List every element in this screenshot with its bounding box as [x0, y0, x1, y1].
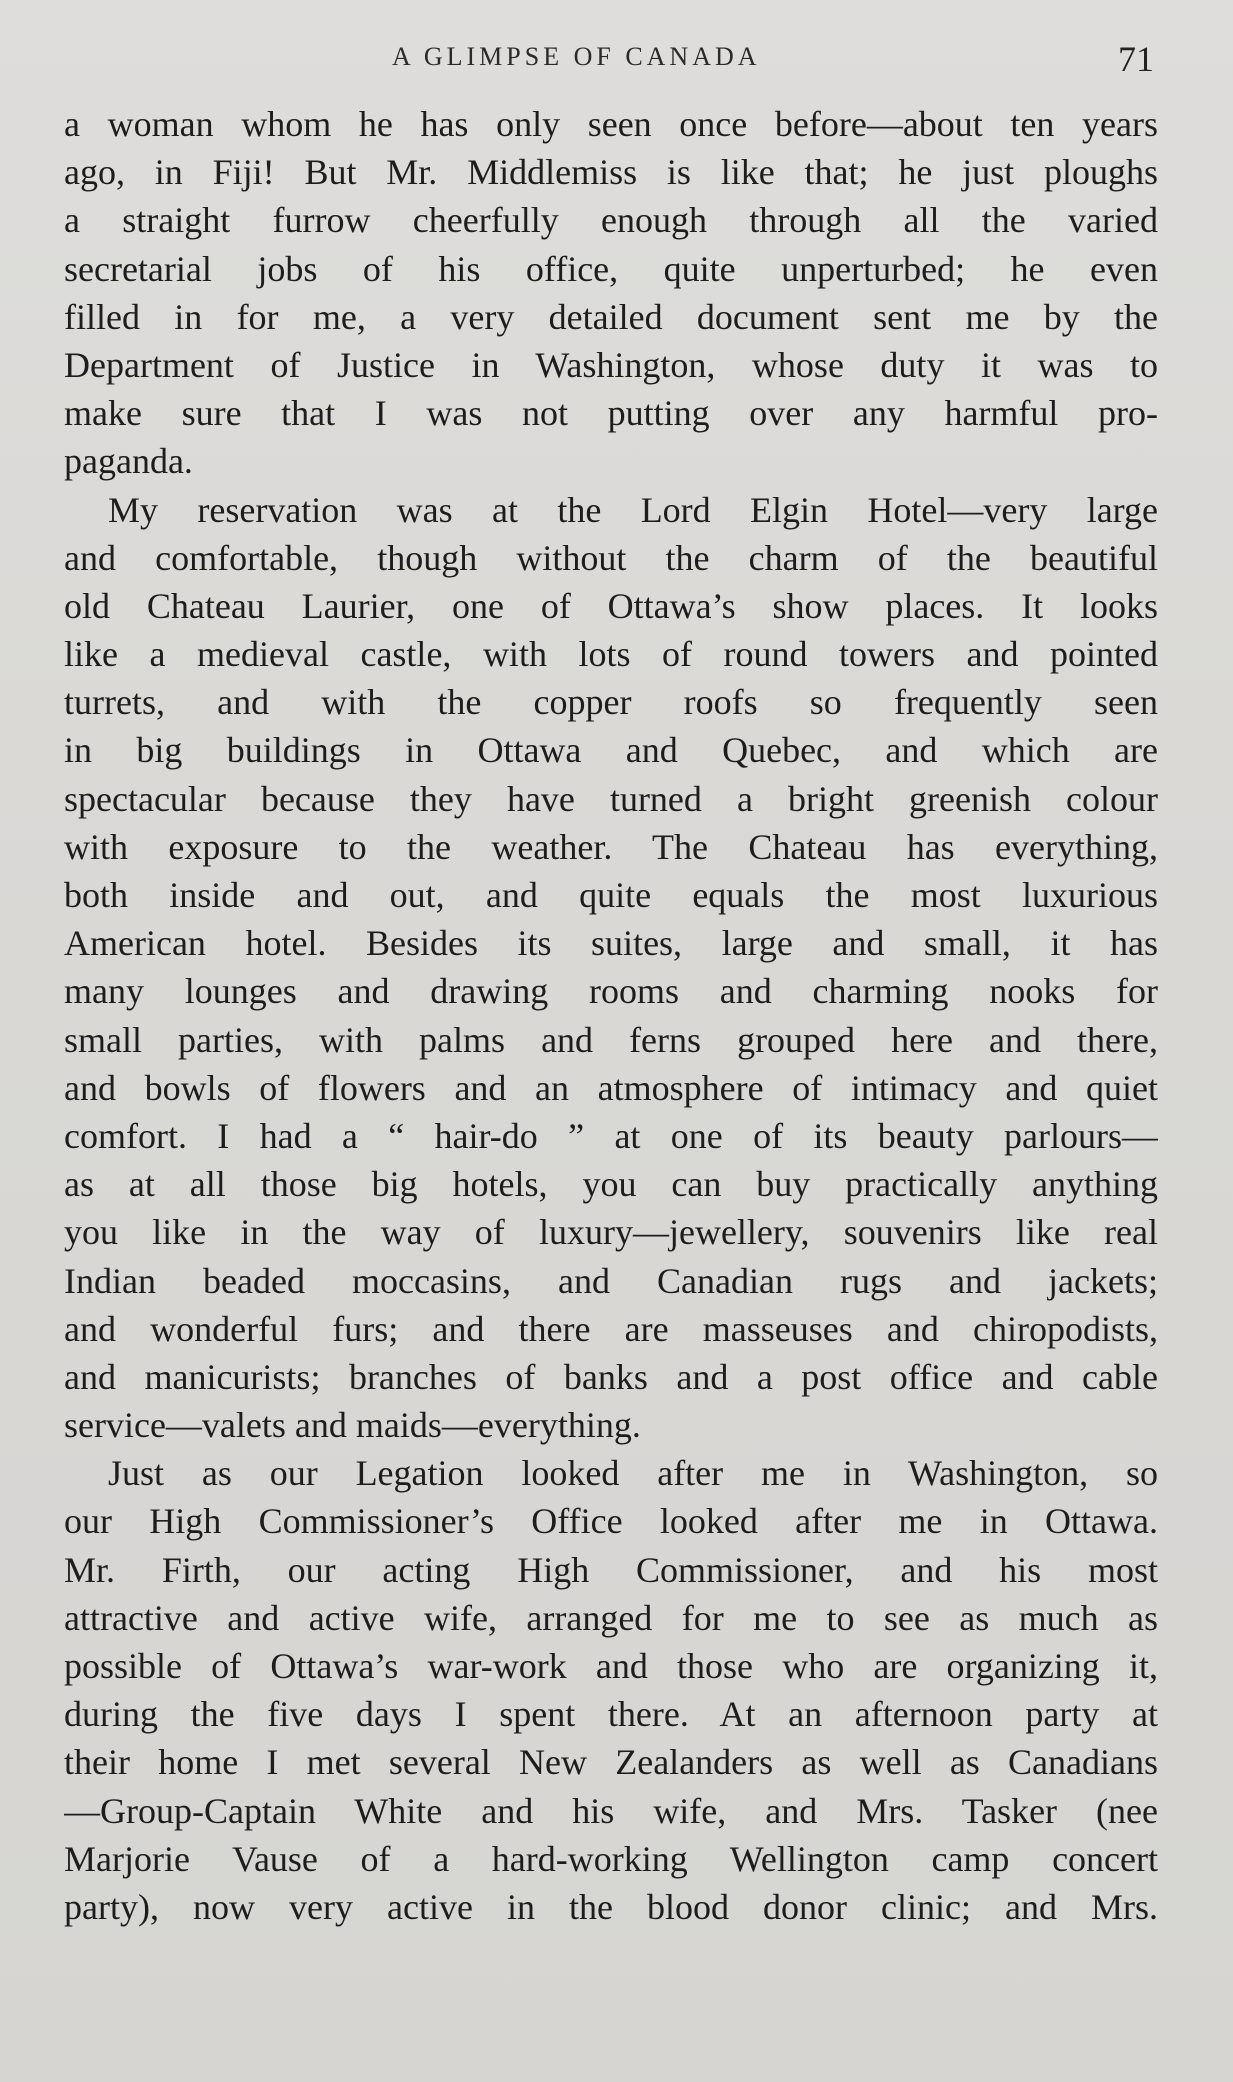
text-line: Indian beaded moccasins, and Canadian rugs and jackets; [64, 1260, 1158, 1301]
text-line: you like in the way of luxury—jewellery, souvenirs like real [64, 1212, 1158, 1253]
text-line: secretarial jobs of his office, quite unperturbed; he even [64, 248, 1158, 289]
text-line: possible of Ottawa’s war-work and those who are organizing it, [64, 1646, 1158, 1686]
text-line: a woman whom he has only seen once before—about ten years [64, 104, 1158, 144]
text-line: our High Commissioner’s Office looked after me in Ottawa. [64, 1501, 1158, 1542]
text-line: make sure that I was not putting over any harmful pro- [64, 393, 1158, 434]
text-line: Just as our Legation looked after me in Washington, so [108, 1453, 1158, 1494]
text-line: comfort. I had a “ hair-do ” at one of its beauty parlours— [64, 1115, 1158, 1156]
text-line: paganda. [64, 441, 193, 482]
text-line: spectacular because they have turned a bright greenish colour [64, 778, 1158, 819]
text-line: their home I met several New Zealanders as well as Canadians [64, 1742, 1158, 1783]
text-line: turrets, and with the copper roofs so frequently seen [64, 682, 1158, 723]
text-line: a straight furrow cheerfully enough through all the varied [64, 200, 1158, 241]
text-line: and manicurists; branches of banks and a post office and cable [64, 1356, 1158, 1397]
text-line: many lounges and drawing rooms and charming nooks for [64, 971, 1158, 1012]
text-line: attractive and active wife, arranged for me to see as much as [64, 1597, 1158, 1638]
text-line: like a medieval castle, with lots of round towers and pointed [64, 634, 1158, 675]
paragraph-1 [64, 100, 1158, 486]
text-line: American hotel. Besides its suites, large and small, it has [64, 923, 1158, 964]
text-line: and wonderful furs; and there are masseuses and chiropodists, [64, 1308, 1158, 1349]
running-title: A GLIMPSE OF CANADA [392, 42, 761, 71]
text-line: Mr. Firth, our acting High Commissioner, and his most [64, 1549, 1158, 1590]
text-line: My reservation was at the Lord Elgin Hotel—very large [108, 489, 1158, 530]
text-line: filled in for me, a very detailed document sent me by the [64, 296, 1158, 337]
text-line: during the five days I spent there. At an afternoon party at [64, 1694, 1158, 1735]
text-line: in big buildings in Ottawa and Quebec, and which are [64, 730, 1158, 771]
text-line: Marjorie Vause of a hard-working Wellington camp concert [64, 1838, 1158, 1879]
text-line: party), now very active in the blood donor clinic; and Mrs. [64, 1886, 1158, 1927]
text-line: and comfortable, though without the charm of the beautiful [64, 537, 1158, 578]
body-text [64, 100, 1158, 1931]
text-line: with exposure to the weather. The Chateau has everything, [64, 826, 1158, 867]
paragraph-3 [64, 1449, 1158, 1931]
text-line: old Chateau Laurier, one of Ottawa’s show places. It looks [64, 585, 1158, 626]
text-line: Department of Justice in Washington, whose duty it was to [64, 344, 1158, 385]
page-number: 71 [1118, 39, 1154, 79]
paragraph-2 [64, 486, 1158, 1450]
text-line: small parties, with palms and ferns grouped here and there, [64, 1019, 1158, 1060]
text-line: ago, in Fiji! But Mr. Middlemiss is like that; he just ploughs [64, 152, 1158, 193]
text-line: and bowls of flowers and an atmosphere of intimacy and quiet [64, 1067, 1158, 1108]
text-line: both inside and out, and quite equals the most luxurious [64, 875, 1158, 915]
text-line: —Group-Captain White and his wife, and Mrs. Tasker (nee [64, 1790, 1158, 1831]
running-head [0, 38, 1233, 82]
text-line: service—valets and maids—everything. [64, 1405, 641, 1446]
text-line: as at all those big hotels, you can buy practically anything [64, 1164, 1158, 1205]
